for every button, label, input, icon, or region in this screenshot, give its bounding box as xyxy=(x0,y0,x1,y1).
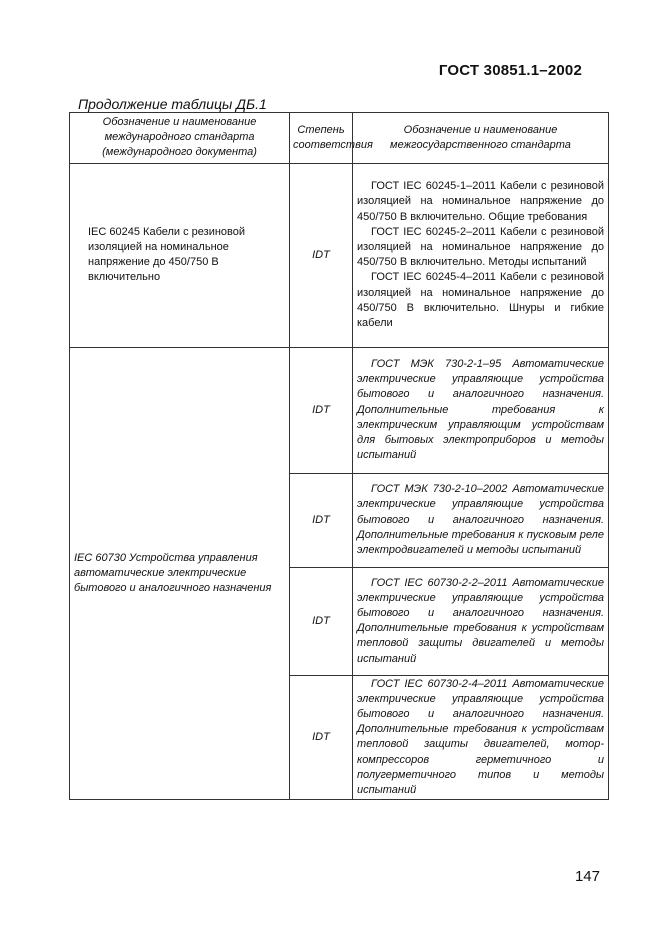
degree-cell: IDT xyxy=(290,347,353,473)
national-standard-entry: ГОСТ IEC 60245-1–2011 Кабели с резиновой изоляцией на номинальное напряжение до 450/750 В включительно. Общие требования xyxy=(357,180,604,223)
table-header-row xyxy=(70,113,609,164)
national-standard-cell xyxy=(353,163,609,347)
degree-cell: IDT xyxy=(290,163,353,347)
national-standard-entry: ГОСТ МЭК 730-2-1–95 Автоматические электрические управляющие устройства бытового и аналогичного назначения. Дополнительные требования к электрическим управляющим устройствам для бытовых электроприборов и методы испытаний xyxy=(357,357,604,462)
document-code: ГОСТ 30851.1–2002 xyxy=(438,62,582,79)
national-standard-entry: ГОСТ МЭК 730-2-10–2002 Автоматические электрические управляющие устройства бытового и аналогичного назначения. Дополнительные требования к пусковым реле электродвигателей и методы испытаний xyxy=(357,483,604,556)
table-row xyxy=(70,163,609,347)
national-standard-cell xyxy=(353,567,609,675)
degree-cell: IDT xyxy=(290,567,353,675)
national-standard-cell xyxy=(353,675,609,800)
column-header-national: Обозначение и наименование межгосударственного стандарта xyxy=(353,113,609,164)
page-number: 147 xyxy=(574,868,600,885)
international-standard-cell xyxy=(70,347,290,800)
national-standard-entry: ГОСТ IEC 60730-2-2–2011 Автоматические электрические управляющие устройства бытового и аналогичного назначения. Дополнительные требования к устройствам тепловой защиты двигателей и методы испытаний xyxy=(357,576,604,665)
table-caption: Продолжение таблицы ДБ.1 xyxy=(78,96,267,112)
table-row xyxy=(70,347,609,473)
national-standard-entry: ГОСТ IEC 60245-2–2011 Кабели с резиновой изоляцией на номинальное напряжение до 450/750 В включительно. Методы испытаний xyxy=(357,225,604,269)
degree-cell: IDT xyxy=(290,675,353,800)
degree-cell: IDT xyxy=(290,473,353,567)
national-standard-entry: ГОСТ IEC 60730-2-4–2011 Автоматические электрические управляющие устройства бытового и аналогичного назначения. Дополнительные требования к устройствам тепловой защиты двигателей, мотор-компрессоров герметичного и полугерметичного типов и методы испытаний xyxy=(357,677,604,797)
standards-table xyxy=(69,112,609,800)
national-standard-cell xyxy=(353,473,609,567)
international-standard-text: IEC 60245 Кабели с резиновой изоляцией на номинальное напряжение до 450/750 В включительно xyxy=(88,225,246,284)
column-header-international: Обозначение и наименование международного стандарта (международного документа) xyxy=(70,113,290,164)
column-header-degree: Степень соответствия xyxy=(290,113,353,164)
international-standard-cell xyxy=(70,163,290,347)
national-standard-cell xyxy=(353,347,609,473)
national-standard-entry: ГОСТ IEC 60245-4–2011 Кабели с резиновой изоляцией на номинальное напряжение до 450/750 В включительно. Шнуры и гибкие кабели xyxy=(357,271,604,329)
international-standard-text: IEC 60730 Устройства управления автоматические электрические бытового и аналогичного назначения xyxy=(74,551,272,595)
